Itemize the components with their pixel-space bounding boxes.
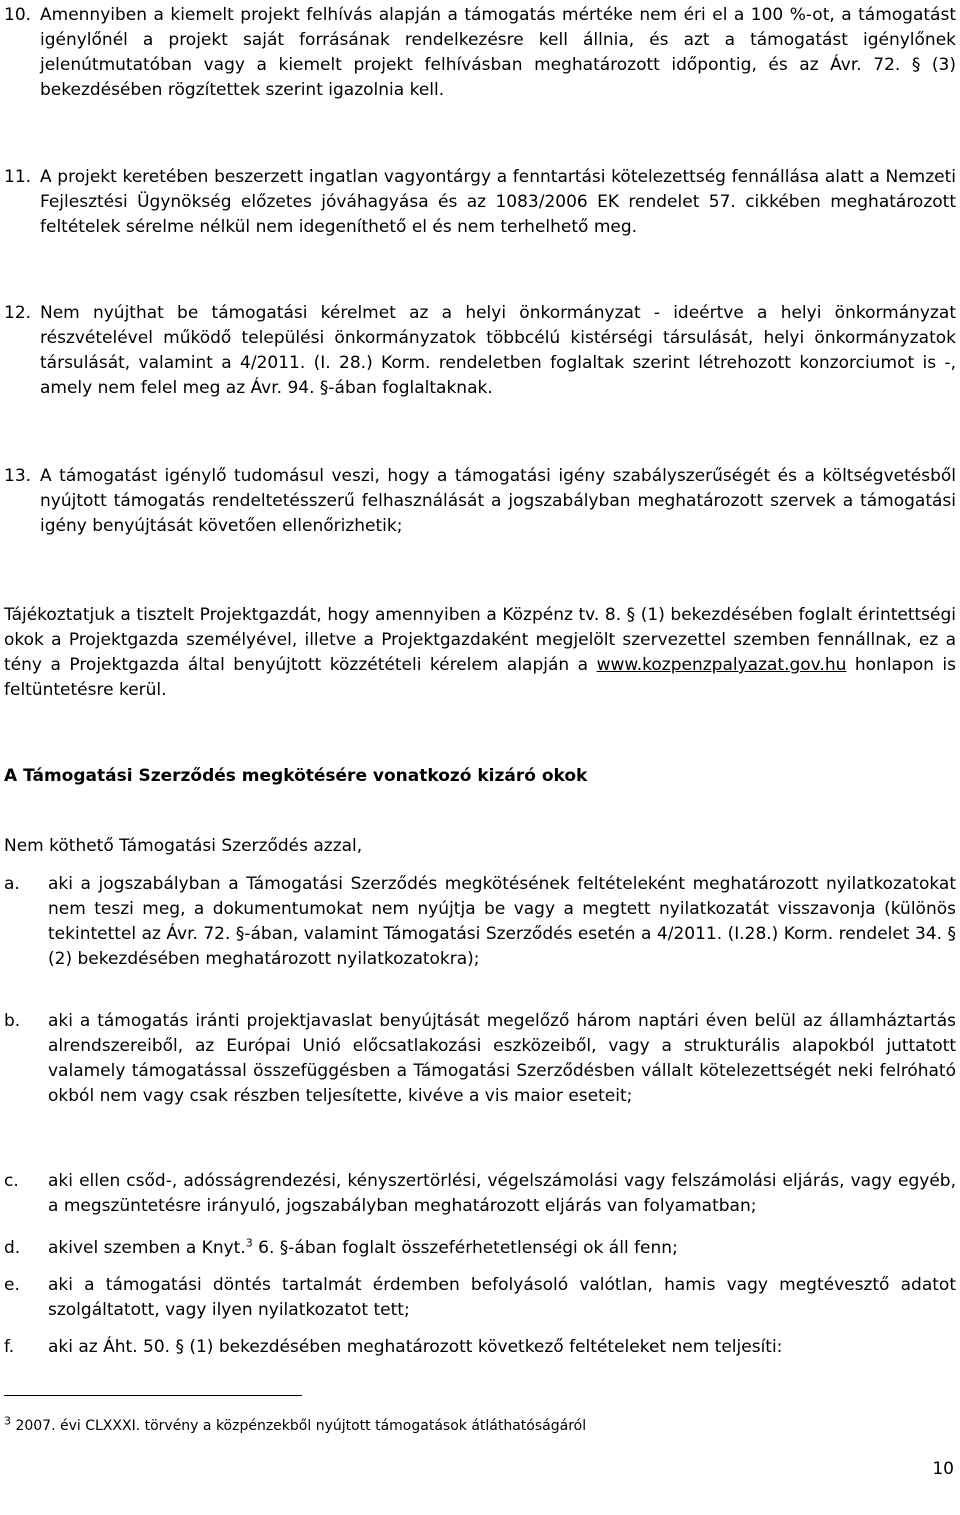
item-letter: d. — [4, 1238, 21, 1258]
info-text-before: Tájékoztatjuk a tisztelt Projektgazdát, hogy amennyiben a Közpénz tv. 8. § (1) bekezdésében foglalt érintettségi okok a Projektgazda személyével, illetve a Projektgazdaként megjelölt szervezettel szemben fennállnak, ez a tény a Projektgazda által benyújtott közzétételi kérelem alapján a — [4, 605, 956, 675]
numbered-item-12 — [4, 301, 956, 401]
lettered-item-d — [4, 1236, 956, 1261]
footnote-text: 2007. évi CLXXXI. törvény a közpénzekből nyújtott támogatások átláthatóságáról — [11, 1418, 587, 1434]
numbered-item-11 — [4, 165, 956, 240]
lettered-item-a — [4, 872, 956, 972]
intro-sentence: Nem köthető Támogatási Szerződés azzal, — [4, 836, 363, 856]
footnote-divider — [4, 1395, 302, 1396]
item-text-before: akivel szemben a Knyt. — [48, 1238, 246, 1258]
lettered-item-b — [4, 1009, 956, 1109]
item-number: 11. — [4, 167, 32, 187]
item-number: 10. — [4, 5, 32, 25]
item-text: aki az Áht. 50. § (1) bekezdésében meghatározott következő feltételeket nem teljesíti: — [48, 1337, 783, 1357]
lettered-item-e — [4, 1273, 956, 1323]
footnote-mark: 3 — [4, 1414, 11, 1428]
item-text: Amennyiben a kiemelt projekt felhívás alapján a támogatás mértéke nem éri el a 100 %-ot, a támogatást igénylőnél a projekt saját forrásának rendelkezésre kell állnia, és azt a támogatást igénylőnek jelenútmutatóban vagy a kiemelt projekt felhívásban meghatározott időpontig, és az Ávr. 72. § (3) bekezdésében rögzítettek szerint igazolnia kell. — [40, 5, 956, 100]
info-paragraph — [4, 603, 956, 703]
item-text: aki a jogszabályban a Támogatási Szerződés megkötésének feltételeként meghatározott nyilatkozatokat nem teszi meg, a dokumentumokat nem nyújtja be vagy a megtett nyilatkozatát visszavonja (különös tekintettel az Ávr. 72. §-ában, valamint Támogatási Szerződés esetén a 4/2011. (I.28.) Korm. rendelet 34. § (2) bekezdésében meghatározott nyilatkozatokra); — [48, 874, 956, 969]
section-heading: A Támogatási Szerződés megkötésére vonatkozó kizáró okok — [4, 766, 588, 786]
item-text: aki a támogatás iránti projektjavaslat benyújtását megelőző három naptári éven belül az államháztartás alrendszereiből, az Európai Unió előcsatlakozási eszközeiből, vagy a strukturális alapokból juttatott valamely támogatással összefüggésben a Támogatási Szerződésben vállalt kötelezettségét neki felróható okból nem vagy csak részben teljesítette, kivéve a vis maior eseteit; — [48, 1011, 956, 1106]
item-text — [48, 1236, 956, 1261]
numbered-item-10 — [4, 3, 956, 103]
item-letter: b. — [4, 1011, 21, 1031]
item-letter: a. — [4, 874, 20, 894]
item-text: Nem nyújthat be támogatási kérelmet az a helyi önkormányzat - ideértve a helyi önkormányzat részvételével működő települési önkormányzatok többcélú kistérségi társulását, helyi önkormányzatok társulását, valamint a 4/2011. (I. 28.) Korm. rendeletben foglaltak szerint létrehozott konzorciumot is -, amely nem felel meg az Ávr. 94. §-ában foglaltaknak. — [40, 303, 956, 398]
footnote — [4, 1414, 956, 1435]
item-text: aki a támogatási döntés tartalmát érdemben befolyásoló valótlan, hamis vagy megtévesztő adatot szolgáltatott, vagy ilyen nyilatkozatot tett; — [48, 1275, 956, 1320]
item-letter: e. — [4, 1275, 20, 1295]
kozpenzpalyazat-link[interactable]: www.kozpenzpalyazat.gov.hu — [596, 655, 847, 675]
item-number: 13. — [4, 466, 32, 486]
item-text-after: 6. §-ában foglalt összeférhetetlenségi ok áll fenn; — [252, 1238, 678, 1258]
item-letter: c. — [4, 1171, 19, 1191]
lettered-item-c — [4, 1169, 956, 1219]
item-number: 12. — [4, 303, 32, 323]
info-text-after: honlapon is feltüntetésre kerül. — [4, 655, 956, 700]
footnote-reference[interactable]: 3 — [245, 1236, 253, 1250]
item-text: A támogatást igénylő tudomásul veszi, hogy a támogatási igény szabályszerűségét és a költségvetésből nyújtott támogatás rendeltetésszerű felhasználását a jogszabályban meghatározott szervek a támogatási igény benyújtását követően ellenőrizhetik; — [40, 466, 956, 536]
page-number: 10 — [932, 1459, 954, 1479]
item-letter: f. — [4, 1337, 15, 1357]
item-text: A projekt keretében beszerzett ingatlan vagyontárgy a fenntartási kötelezettség fennállása alatt a Nemzeti Fejlesztési Ügynökség előzetes jóváhagyása és az 1083/2006 EK rendelet 57. cikkében meghatározott feltételek sérelme nélkül nem idegeníthető el és nem terhelhető meg. — [40, 167, 956, 237]
lettered-item-f — [4, 1335, 956, 1360]
numbered-item-13 — [4, 464, 956, 539]
item-text: aki ellen csőd-, adósságrendezési, kényszertörlési, végelszámolási vagy felszámolási eljárás, vagy egyéb, a megszüntetésre irányuló, jogszabályban meghatározott eljárás van folyamatban; — [48, 1171, 956, 1216]
